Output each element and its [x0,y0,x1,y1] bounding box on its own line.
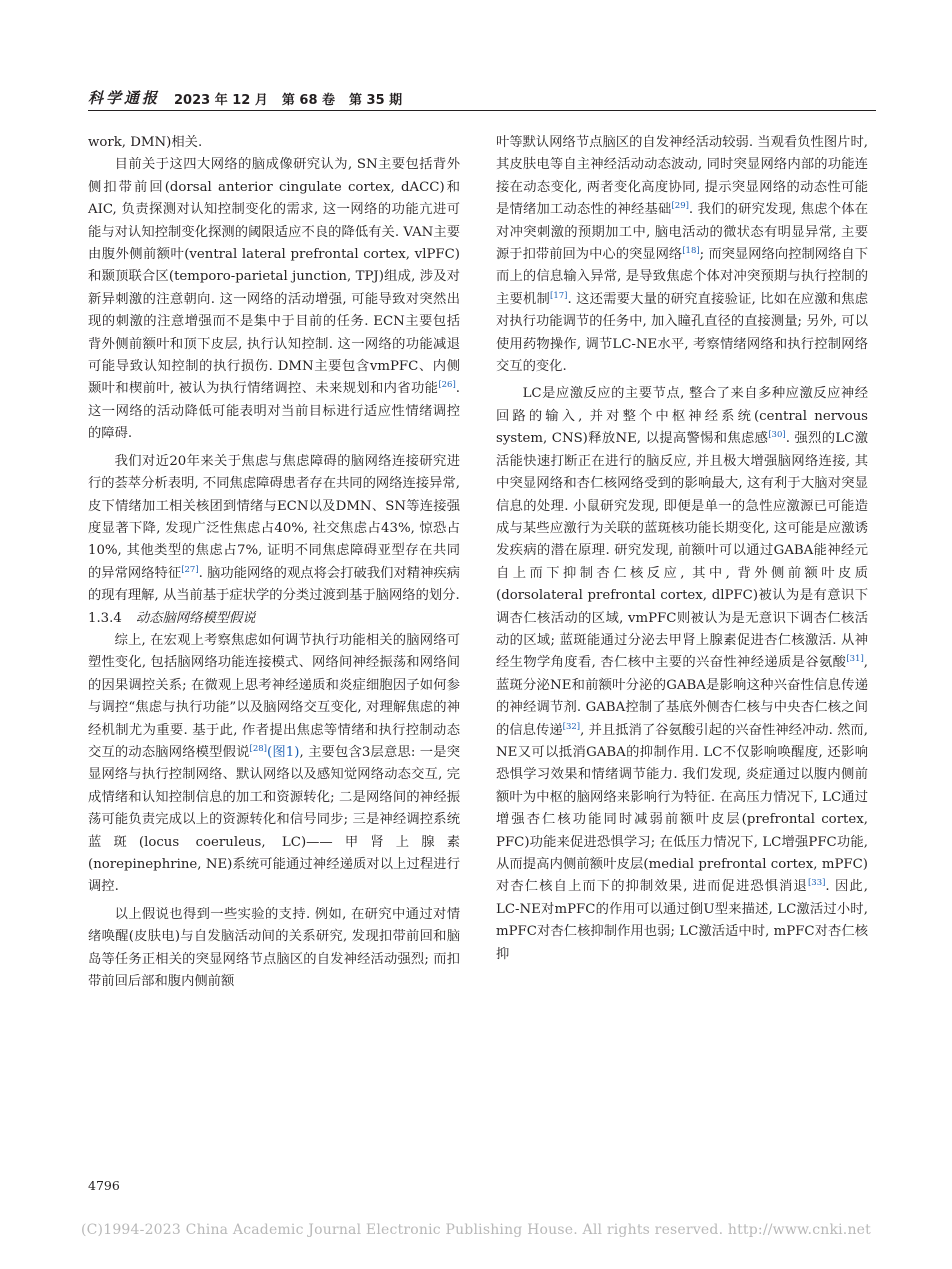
text-run: . 这还需要大量的研究直接验证, 比如在应激和焦虑对执行功能调节的任务中, 加入瞳孔直径的直接测量; 另外, 可以使用药物操作, 调节LC-NE水平, 考察情绪网络和执行控制网络交互的变化. [496,291,869,375]
citation-link[interactable]: [30] [768,430,786,441]
paragraph: 以上假说也得到一些实验的支持. 例如, 在研究中通过对情绪唤醒(皮肤电)与自发脑活动间的关系研究, 发现扣带前回和脑岛等任务正相关的突显网络节点脑区的自发神经活动强烈; 而扣带前回后部和腹内侧前额 [88,906,460,990]
section-number: 1.3.4 [88,610,122,626]
text-run: . 强烈的LC激活能快速打断正在进行的脑反应, 并且极大增强脑网络连接, 其中突显网络和杏仁核网络受到的影响最大, 这有利于大脑对突显信息的处理. 小鼠研究发现, 即便是单一的急性应激源已可能造成与某些应激行为关联的蓝斑核功能长期变化, 这可能是应激诱发疾病的潜在原理. 研究发现, 前额叶可以通过GABA能神经元自上而下抑制杏仁核反应, 其中, 背外侧前额叶皮质(dorsolateral prefrontal cortex, dlPFC)被认为是有意识下调杏仁核活动的区域, vmPFC则被认为是无意识下调杏仁核活动的区域; 蓝斑能通过分泌去甲肾上腺素促进杏仁核激活. 从神经生物学角度看, 杏仁核中主要的兴奋性神经递质是谷氨酸 [496,431,868,671]
volume-number: 第 68 卷 [281,93,336,108]
citation-link[interactable]: [32] [562,721,581,732]
text-run: LC是应激反应的主要节点, 整合了来自多种应激反应神经回路的输入, 并对整个中枢神经系统(central nervous system, CNS)释放NE, 以提高警惕和焦虑感 [496,386,868,447]
text-run: , 蓝斑分泌NE和前额叶分泌的GABA是影响这种兴奋性信息传递的神经调节剂. GABA控制了基底外侧杏仁核与中央杏仁核之间的信息传递 [496,655,868,738]
paragraph [88,630,460,899]
header-divider [88,110,876,111]
left-column [88,132,460,993]
right-column [496,132,868,966]
text-run: 我们对近20年来关于焦虑与焦虑障碍的脑网络连接研究进行的荟萃分析表明, 不同焦虑障碍患者存在共同的网络连接异常, 皮下情绪加工相关核团到情绪与ECN以及DMN、SN等连接强度显著下降, 发现广泛性焦虑占40%, 社交焦虑占43%, 惊恐占10%, 其他类型的焦虑占7%, 证明不同焦虑障碍亚型存在共同的异常网络特征 [88,453,460,581]
text-run: , 主要包含3层意思: 一是突显网络与执行控制网络、默认网络以及感知觉网络动态交互, 完成情绪和认知控制信息的加工和资源转化; 二是网络间的神经振荡可能负责完成以上的资源转化和信号同步; 三是神经调控系统蓝斑(locus coeruleus, LC)——甲肾上腺素(norepinephrine, NE)系统可能通过神经递质对以上过程进行调控. [88,744,461,895]
citation-link[interactable]: [33] [807,878,826,889]
text-run: . 脑功能网络的观点将会打破我们对精神疾病的现有理解, 从当前基于症状学的分类过渡到基于脑网络的划分. [88,565,461,604]
citation-link[interactable]: [31] [846,654,864,665]
section-title: 动态脑网络模型假说 [135,610,256,626]
citation-link[interactable]: [29] [671,201,689,212]
text-run: . 因此, LC-NE对mPFC的作用可以通过倒U型来描述, LC激活过小时, mPFC对杏仁核抑制作用也弱; LC激活适中时, mPFC对杏仁核抑 [496,879,869,962]
citation-link[interactable]: [27] [181,564,199,575]
text-run: . 这一网络的活动降低可能表明对当前目标进行适应性情绪调控的障碍. [88,381,460,442]
page-number: 4796 [88,1178,120,1193]
text-run: ; 而突显网络向控制网络自下而上的信息输入异常, 是导致焦虑个体对冲突预期与执行控制的主要机制 [496,247,868,307]
journal-title: 科学通报 [88,89,161,107]
citation-link[interactable]: [18] [682,246,700,257]
paragraph [88,154,460,445]
running-header [88,84,876,108]
section-heading [88,608,460,630]
paragraph: work, DMN)相关. [88,135,203,150]
citation-link[interactable]: [17] [550,290,568,301]
paragraph [496,132,868,378]
figure-link[interactable]: (图1) [266,744,300,760]
text-run: 叶等默认网络节点脑区的自发神经活动较弱. 当观看负性图片时, 其皮肤电等自主神经活动动态波动, 同时突显网络内部的功能连接在动态变化, 两者变化高度协同, 提示突显网络的动态性可能是情绪加工动态性的神经基础 [496,135,868,218]
text-run: . 我们的研究发现, 焦虑个体在对冲突刺激的预期加工中, 脑电活动的微状态有明显异常, 主要源于扣带前回为中心的突显网络 [496,202,868,263]
text-run: 综上, 在宏观上考察焦虑如何调节执行功能相关的脑网络可塑性变化, 包括脑网络功能连接模式、网络间神经振荡和网络间的因果调控关系; 在微观上思考神经递质和炎症细胞因子如何参与调控“焦虑与执行功能”以及脑网络交互变化, 对理解焦虑的神经机制尤为重要. 基于此, 作者提出焦虑等情绪和执行控制动态交互的动态脑网络模型假说 [88,632,460,760]
text-run: 目前关于这四大网络的脑成像研究认为, SN主要包括背外侧扣带前回(dorsal anterior cingulate cortex, dACC)和AIC, 负责探测对认知控制变化的需求, 这一网络的功能亢进可能与对认知控制变化探测的阈限适应不良的降低有关. VAN主要由腹外侧前额叶(ventral lateral prefrontal cortex, vlPFC)和颞顶联合区(temporo-parietal junction, TPJ)组成, 涉及对新异刺激的注意朝向. 这一网络的活动增强, 可能导致对突然出现的刺激的注意增强而不是集中于目前的任务. ECN主要包括背外侧前额叶和顶下皮层, 执行认知控制. 这一网络的功能减退可能导致认知控制的执行损伤. DMN主要包含vmPFC、内侧颞叶和楔前叶, 被认为执行情绪调控、未来规划和内省功能 [88,157,460,397]
paragraph [88,451,460,608]
copyright-footer: (C)1994-2023 China Academic Journal Electronic Publishing House. All rights reserved. http://www.cnki.net [80,1222,871,1238]
issue-number: 第 35 期 [349,93,403,108]
paragraph [496,383,868,966]
citation-link[interactable]: [26] [438,380,456,391]
citation-link[interactable]: [28] [249,743,267,754]
text-run: , 并且抵消了谷氨酸引起的兴奋性神经冲动. 然而, NE又可以抵消GABA的抑制作用. LC不仅影响唤醒度, 还影响恐惧学习效果和情绪调节能力. 我们发现, 炎症通过以腹内侧前额叶为中枢的脑网络来影响行为特征. 在高压力情况下, LC通过增强杏仁核功能同时减弱前额叶皮层(prefrontal cortex, PFC)功能来促进恐惧学习; 在低压力情况下, LC增强PFC功能, 从而提高内侧前额叶皮层(medial prefrontal cortex, mPFC)对杏仁核自上而下的抑制效果, 进而促进恐惧消退 [496,722,868,895]
issue-date: 2023 年 12 月 [174,93,268,108]
